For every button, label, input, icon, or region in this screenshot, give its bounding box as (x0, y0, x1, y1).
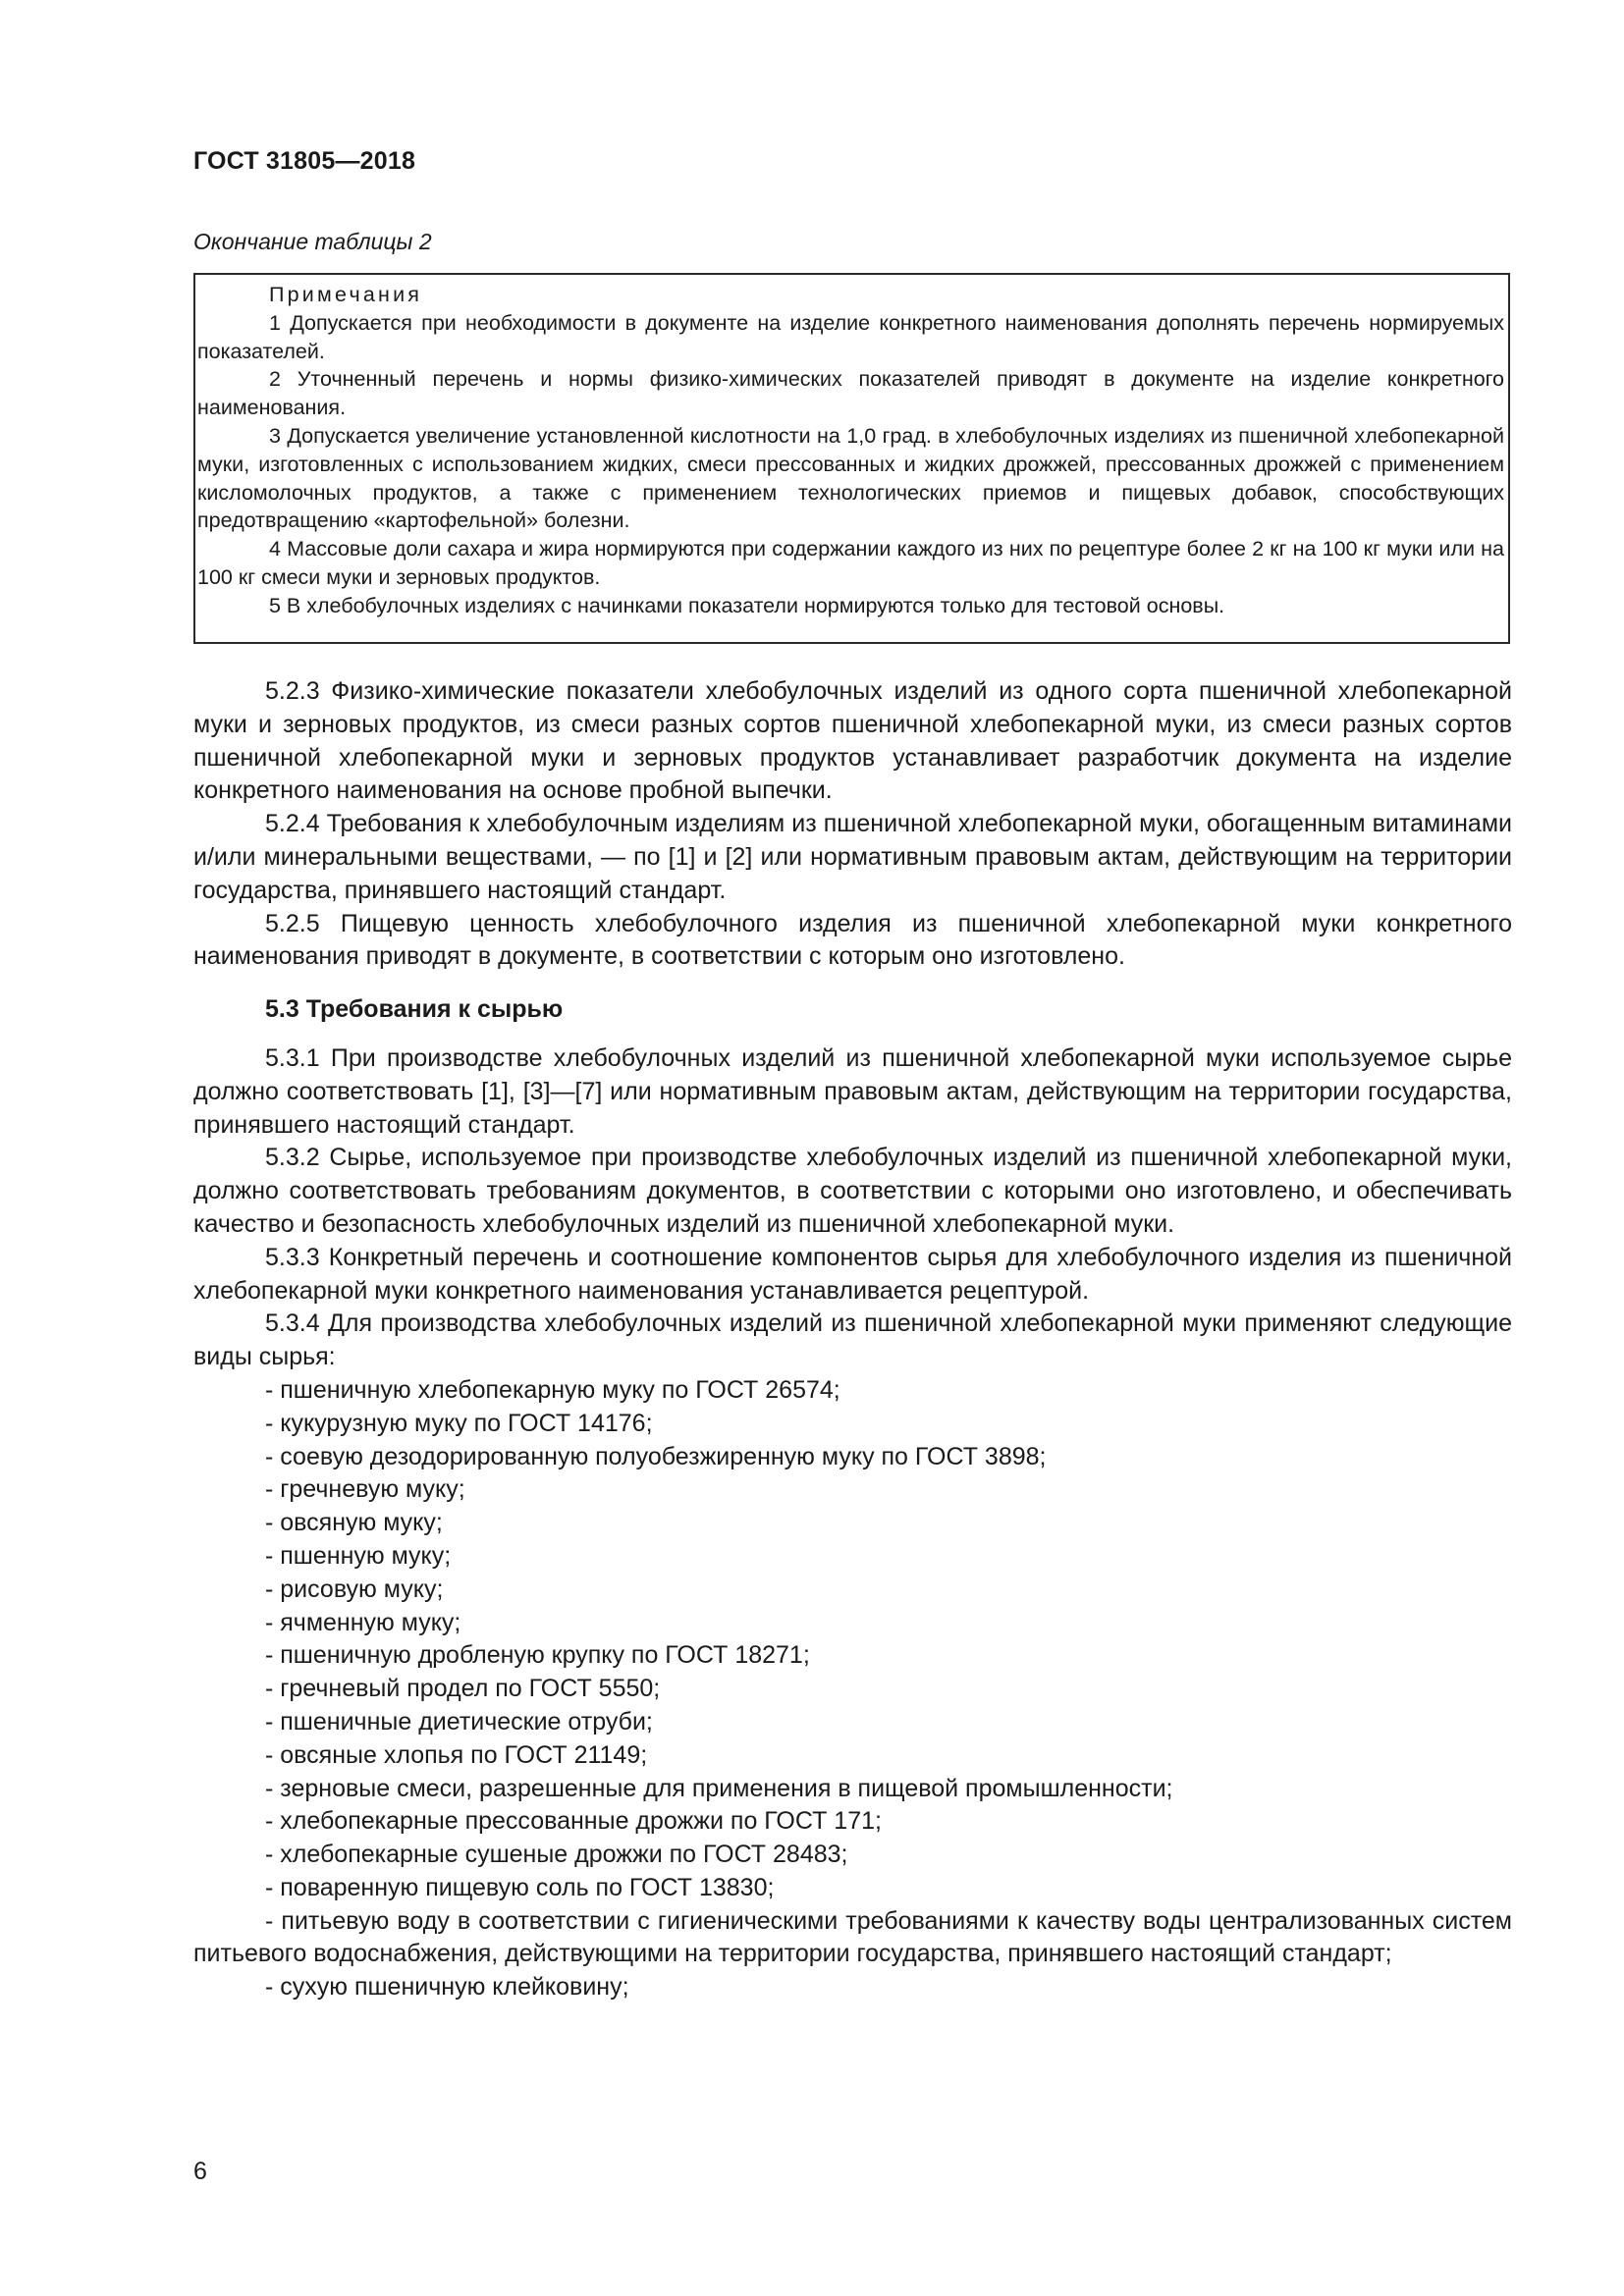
list-item-drinking-water: - питьевую воду в соответствии с гигиеническими требованиями к качеству воды централизованных систем питьевого водоснабжения, действующими на территории государства, принявшего настоящий стандарт; (193, 1906, 1512, 1968)
list-item: - поваренную пищевую соль по ГОСТ 13830; (265, 1873, 775, 1901)
note-item: 2 Уточненный перечень и нормы физико-химических показателей приводят в документе на изделие конкретного наименования. (197, 367, 1504, 420)
paragraph-5-3-3: 5.3.3 Конкретный перечень и соотношение компонентов сырья для хлебобулочного изделия из пшеничной хлебопекарной муки конкретного наименования устанавливается рецептурой. (193, 1243, 1512, 1305)
document-id-header: ГОСТ 31805—2018 (193, 147, 416, 175)
list-item: - пшеничную хлебопекарную муку по ГОСТ 26574; (265, 1375, 840, 1404)
document-body (193, 675, 1512, 2004)
section-heading-5-3: 5.3 Требования к сырью (265, 995, 564, 1024)
list-item: - гречневый продел по ГОСТ 5550; (265, 1675, 661, 1703)
list-item: - кукурузную муку по ГОСТ 14176; (265, 1409, 653, 1437)
list-item: - пшеничную дробленую крупку по ГОСТ 18271; (265, 1641, 810, 1670)
list-item: - сухую пшеничную клейковину; (265, 1973, 629, 2002)
list-item: - пшенную муку; (265, 1541, 452, 1570)
paragraph-5-2-3: 5.2.3 Физико-химические показатели хлебобулочных изделий из одного сорта пшеничной хлебопекарной муки и зерновых продуктов, из смеси разных сортов пшеничной хлебопекарной муки, из смеси разных сортов пшеничной хлебопекарной муки и зерновых продуктов устанавливает разработчик документа на изделие конкретного наименования на основе пробной выпечки. (193, 677, 1512, 805)
note-item: 4 Массовые доли сахара и жира нормируются при содержании каждого из них по рецептуре более 2 кг на 100 кг муки или на 100 кг смеси муки и зерновых продуктов. (197, 537, 1504, 589)
list-item: - ячменную муку; (265, 1608, 461, 1636)
note-item: 1 Допускается при необходимости в документе на изделие конкретного наименования дополнять перечень нормируемых показателей. (197, 310, 1504, 363)
paragraph-5-2-5: 5.2.5 Пищевую ценность хлебобулочного изделия из пшеничной хлебопекарной муки конкретного наименования приводят в документе, в соответствии с которым оно изготовлено. (193, 909, 1512, 971)
note-item: 3 Допускается увеличение установленной кислотности на 1,0 град. в хлебобулочных изделиях из пшеничной хлебопекарной муки, изготовленных с использованием жидких, смеси прессованных и жидких дрожжей, прессованных дрожжей с применением кисломолочных продуктов, а также с применением технологических приемов и пищевых добавок, способствующих предотвращению «картофельной» болезни. (197, 423, 1504, 533)
list-item: - гречневую муку; (265, 1475, 465, 1504)
notes-box (193, 273, 1510, 644)
paragraph-5-3-4: 5.3.4 Для производства хлебобулочных изделий из пшеничной хлебопекарной муки применяют следующие виды сырья: (193, 1309, 1512, 1371)
raw-materials-list (193, 1374, 1512, 2004)
list-item: - зерновые смеси, разрешенные для применения в пищевой промышленности; (265, 1774, 1173, 1802)
note-item: 5 В хлебобулочных изделиях с начинками показатели нормируются только для тестовой основы. (269, 593, 1225, 617)
paragraph-5-2-4: 5.2.4 Требования к хлебобулочным изделиям из пшеничной хлебопекарной муки, обогащенным витаминами и/или минеральными веществами, — по [1] и [2] или нормативным правовым актам, действующим на территории государства, принявшего настоящий стандарт. (193, 810, 1512, 904)
list-item: - рисовую муку; (265, 1575, 444, 1603)
table-continuation-caption: Окончание таблицы 2 (193, 229, 432, 254)
list-item: - соевую дезодорированную полуобезжиренную муку по ГОСТ 3898; (265, 1442, 1047, 1470)
list-item: - овсяную муку; (265, 1509, 443, 1537)
paragraph-5-3-1: 5.3.1 При производстве хлебобулочных изделий из пшеничной хлебопекарной муки используемое сырье должно соответствовать [1], [3]—[7] или нормативным правовым актам, действующим на территории государства, принявшего настоящий стандарт. (193, 1043, 1512, 1139)
list-item: - пшеничные диетические отруби; (265, 1707, 653, 1735)
paragraph-5-3-2: 5.3.2 Сырье, используемое при производстве хлебобулочных изделий из пшеничной хлебопекарной муки, должно соответствовать требованиям документов, в соответствии с которыми оно изготовлено, и обеспечивать качество и безопасность хлебобулочных изделий из пшеничной хлебопекарной муки. (193, 1144, 1512, 1238)
list-item: - хлебопекарные прессованные дрожжи по ГОСТ 171; (265, 1807, 882, 1836)
list-item: - овсяные хлопья по ГОСТ 21149; (265, 1740, 648, 1769)
notes-title: Примечания (269, 283, 423, 306)
page-number: 6 (193, 2158, 207, 2185)
list-item: - хлебопекарные сушеные дрожжи по ГОСТ 28483; (265, 1841, 848, 1869)
